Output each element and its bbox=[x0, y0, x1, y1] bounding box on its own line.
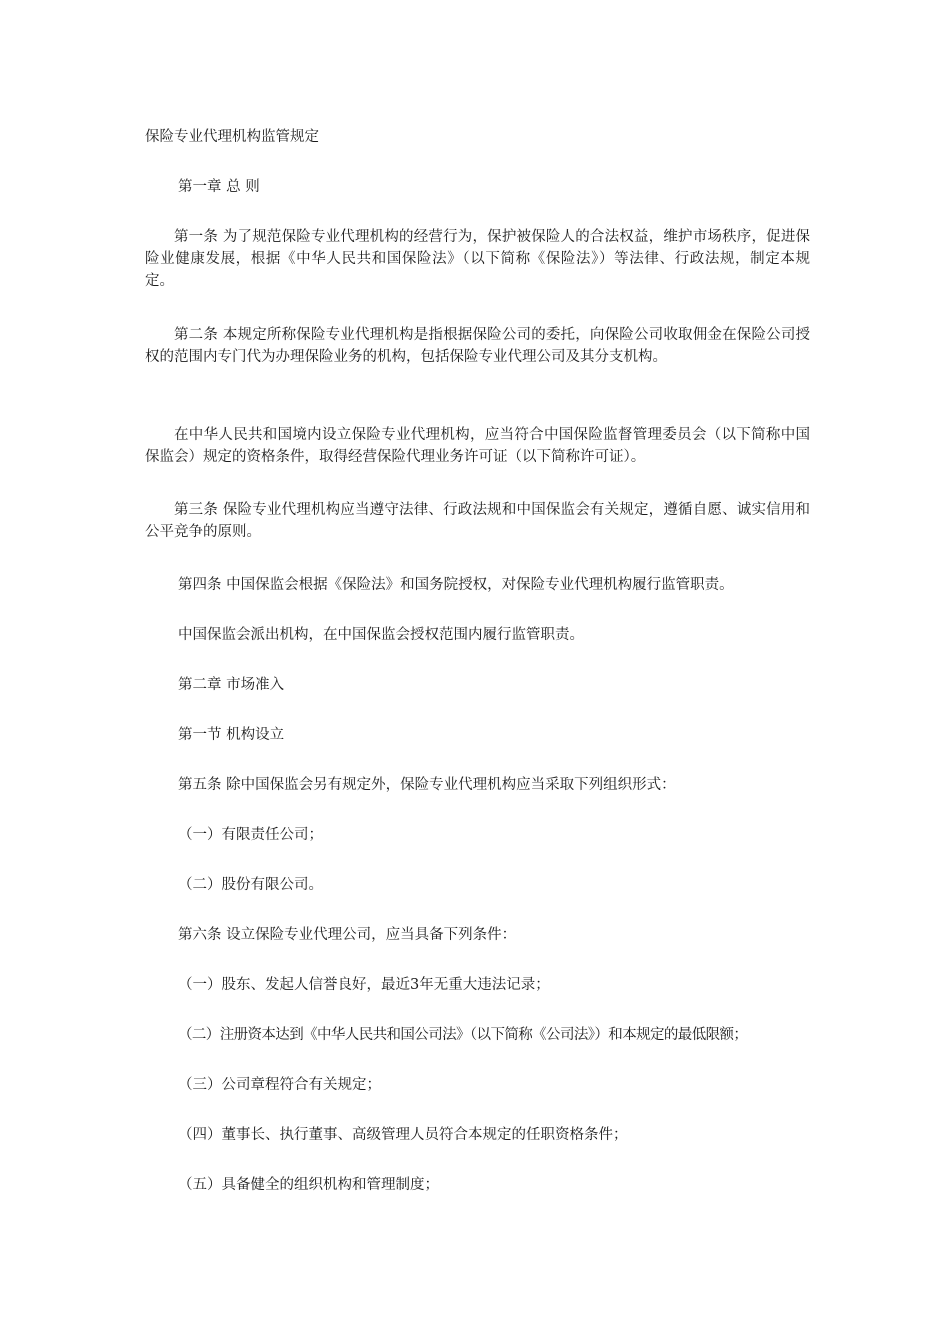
article-paragraph: 第六条 设立保险专业代理公司，应当具备下列条件： bbox=[178, 927, 517, 943]
article-paragraph: 第一条 为了规范保险专业代理机构的经营行为，保护被保险人的合法权益，维护市场秩序，促进保险业健康发展，根据《中华人民共和国保险法》（以下简称《保险法》）等法律、行政法规，制定本规定。 bbox=[145, 229, 810, 289]
list-item: （二）股份有限公司。 bbox=[178, 877, 323, 893]
chapter-heading: 第一章 总 则 bbox=[178, 179, 260, 195]
section-heading: 第一节 机构设立 bbox=[178, 727, 285, 743]
chapter-heading: 第二章 市场准入 bbox=[178, 677, 285, 693]
list-item: （四）董事长、执行董事、高级管理人员符合本规定的任职资格条件； bbox=[178, 1127, 628, 1143]
article-paragraph: 第四条 中国保监会根据《保险法》和国务院授权，对保险专业代理机构履行监管职责。 bbox=[178, 577, 734, 593]
list-item: （一）有限责任公司； bbox=[178, 827, 323, 843]
article-paragraph: 在中华人民共和国境内设立保险专业代理机构，应当符合中国保险监督管理委员会（以下简称中国保监会）规定的资格条件，取得经营保险代理业务许可证（以下简称许可证）。 bbox=[145, 427, 810, 465]
list-item: （二）注册资本达到《中华人民共和国公司法》（以下简称《公司法》）和本规定的最低限额； bbox=[178, 1027, 748, 1043]
article-paragraph: 第五条 除中国保监会另有规定外，保险专业代理机构应当采取下列组织形式： bbox=[178, 777, 676, 793]
document-title: 保险专业代理机构监管规定 bbox=[145, 129, 319, 145]
list-item: （一）股东、发起人信誉良好，最近3年无重大违法记录； bbox=[178, 977, 550, 993]
article-paragraph: 第三条 保险专业代理机构应当遵守法律、行政法规和中国保监会有关规定，遵循自愿、诚实信用和公平竞争的原则。 bbox=[145, 502, 810, 540]
list-item: （三）公司章程符合有关规定； bbox=[178, 1077, 381, 1093]
list-item: （五）具备健全的组织机构和管理制度； bbox=[178, 1177, 439, 1193]
article-paragraph: 中国保监会派出机构，在中国保监会授权范围内履行监管职责。 bbox=[178, 627, 584, 643]
article-paragraph: 第二条 本规定所称保险专业代理机构是指根据保险公司的委托，向保险公司收取佣金在保险公司授权的范围内专门代为办理保险业务的机构，包括保险专业代理公司及其分支机构。 bbox=[145, 327, 810, 365]
